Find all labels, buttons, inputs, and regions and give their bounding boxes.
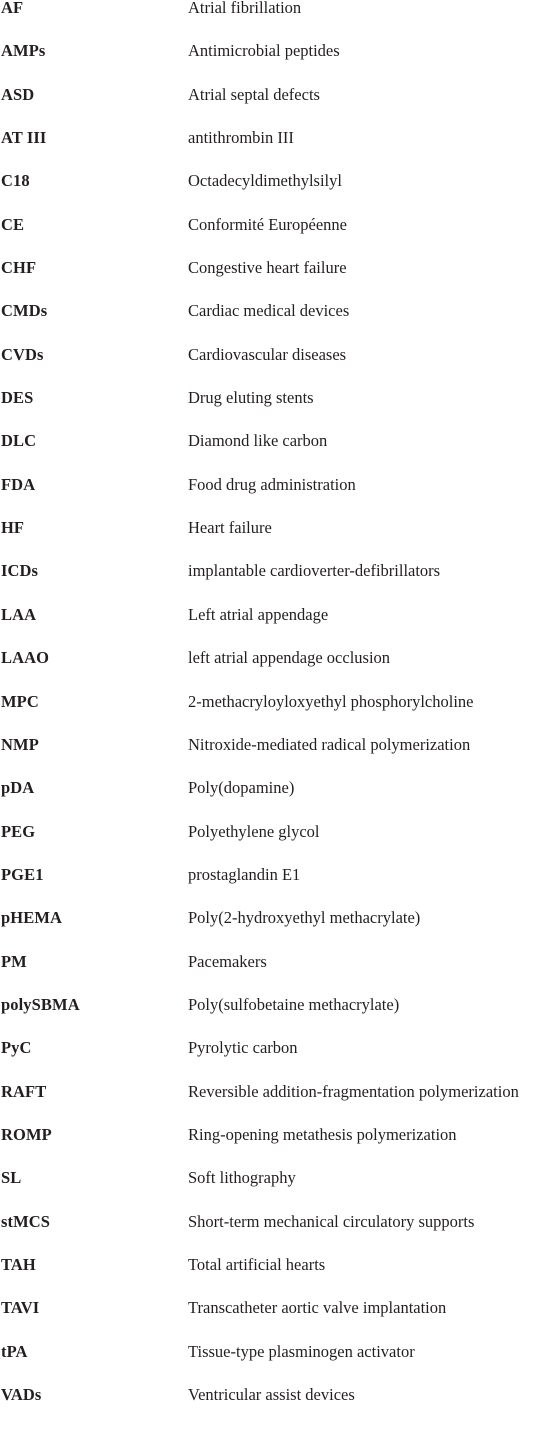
- abbreviation-definition: antithrombin III: [188, 128, 294, 148]
- abbreviation-term: ROMP: [1, 1124, 52, 1144]
- abbreviation-row: [0, 0, 558, 43]
- abbreviation-term: TAVI: [1, 1298, 40, 1318]
- abbreviation-term: DES: [1, 388, 34, 408]
- abbreviation-definition: Food drug administration: [188, 474, 356, 494]
- abbreviation-definition: Poly(dopamine): [188, 778, 295, 798]
- abbreviation-row: [0, 864, 558, 910]
- abbreviation-row: [0, 1211, 558, 1257]
- abbreviation-term: CVDs: [1, 344, 44, 364]
- abbreviation-term: PyC: [1, 1038, 32, 1058]
- abbreviation-definition: left atrial appendage occlusion: [188, 648, 391, 668]
- abbreviation-row: [0, 780, 558, 823]
- abbreviation-definition: 2-methacryloyloxyethyl phosphorylcholine: [188, 691, 474, 711]
- abbreviation-definition: Atrial fibrillation: [188, 0, 302, 17]
- abbreviation-definition: Soft lithography: [188, 1168, 296, 1188]
- abbreviation-row: [0, 260, 558, 303]
- abbreviation-row: [0, 1040, 558, 1083]
- abbreviation-term: PM: [1, 951, 27, 971]
- abbreviation-term: tPA: [1, 1341, 28, 1361]
- abbreviation-row: [0, 1300, 558, 1343]
- abbreviation-definition: Nitroxide-mediated radical polymerization: [188, 734, 471, 754]
- abbreviation-row: [0, 474, 558, 520]
- abbreviation-row: [0, 1387, 558, 1430]
- abbreviation-definition: Total artificial hearts: [188, 1254, 326, 1274]
- abbreviation-row: [0, 303, 558, 346]
- abbreviation-definition: Congestive heart failure: [188, 258, 347, 278]
- abbreviation-term: LAAO: [1, 648, 50, 668]
- abbreviation-definition: Left atrial appendage: [188, 604, 329, 624]
- abbreviation-row: [0, 951, 558, 997]
- abbreviation-term: FDA: [1, 474, 36, 494]
- abbreviation-term: AF: [1, 0, 24, 17]
- abbreviation-row: [0, 1170, 558, 1213]
- abbreviation-term: PEG: [1, 821, 36, 841]
- abbreviation-term: CE: [1, 214, 25, 234]
- abbreviation-definition: implantable cardioverter-defibrillators: [188, 561, 441, 581]
- abbreviation-term: HF: [1, 518, 25, 538]
- abbreviation-definition: Atrial septal defects: [188, 84, 320, 104]
- abbreviation-definition: Short-term mechanical circulatory supports: [188, 1211, 475, 1231]
- abbreviation-term: CMDs: [1, 301, 48, 321]
- abbreviation-term: pHEMA: [1, 908, 63, 928]
- abbreviation-definition: prostaglandin E1: [188, 864, 301, 884]
- abbreviation-definition: Ring-opening metathesis polymerization: [188, 1124, 457, 1144]
- abbreviation-row: [0, 390, 558, 433]
- abbreviation-term: DLC: [1, 431, 37, 451]
- abbreviation-term: TAH: [1, 1254, 36, 1274]
- abbreviation-definition: Octadecyldimethylsilyl: [188, 171, 342, 191]
- abbreviation-definition: Ventricular assist devices: [188, 1385, 355, 1404]
- abbreviation-row: [0, 563, 558, 606]
- abbreviation-definition: Drug eluting stents: [188, 388, 314, 408]
- abbreviation-row: [0, 130, 558, 173]
- abbreviation-definition: Heart failure: [188, 518, 272, 538]
- abbreviation-definition: Poly(2-hydroxyethyl methacrylate): [188, 908, 421, 928]
- abbreviation-row: [0, 604, 558, 650]
- abbreviation-term: polySBMA: [1, 994, 80, 1014]
- abbreviation-term: AMPs: [1, 41, 46, 61]
- abbreviation-definition: Conformité Européenne: [188, 214, 347, 234]
- abbreviation-definition: Tissue-type plasminogen activator: [188, 1341, 415, 1361]
- abbreviation-term: LAA: [1, 604, 37, 624]
- abbreviation-row: [0, 433, 558, 476]
- abbreviation-row: [0, 520, 558, 563]
- abbreviation-row: [0, 910, 558, 953]
- abbreviation-definition: Diamond like carbon: [188, 431, 328, 451]
- abbreviation-term: C18: [1, 171, 30, 191]
- abbreviation-term: NMP: [1, 734, 39, 754]
- abbreviation-row: [0, 1081, 558, 1127]
- abbreviation-row: [0, 214, 558, 260]
- abbreviation-row: [0, 994, 558, 1040]
- abbreviation-term: ASD: [1, 84, 35, 104]
- abbreviation-term: stMCS: [1, 1211, 51, 1231]
- abbreviation-definition: Pacemakers: [188, 951, 267, 971]
- abbreviation-term: RAFT: [1, 1081, 47, 1101]
- abbreviation-row: [0, 84, 558, 130]
- abbreviation-term: VADs: [1, 1385, 42, 1404]
- abbreviation-definition: Pyrolytic carbon: [188, 1038, 298, 1058]
- abbreviation-row: [0, 650, 558, 693]
- abbreviation-definition: Poly(sulfobetaine methacrylate): [188, 994, 400, 1014]
- abbreviation-row: [0, 1341, 558, 1387]
- abbreviation-definition: Transcatheter aortic valve implantation: [188, 1298, 447, 1318]
- abbreviation-term: MPC: [1, 691, 39, 711]
- abbreviation-row: [0, 43, 558, 86]
- abbreviation-row: [0, 173, 558, 216]
- abbreviation-row: [0, 734, 558, 780]
- abbreviation-definition: Cardiovascular diseases: [188, 344, 347, 364]
- abbreviation-row: [0, 691, 558, 737]
- abbreviation-term: CHF: [1, 258, 37, 278]
- abbreviation-row: [0, 344, 558, 390]
- abbreviation-row: [0, 1254, 558, 1300]
- abbreviation-term: ICDs: [1, 561, 39, 581]
- abbreviation-definition: Antimicrobial peptides: [188, 41, 340, 61]
- abbreviation-definition: Reversible addition-fragmentation polymerization: [188, 1081, 519, 1101]
- abbreviation-row: [0, 1124, 558, 1170]
- abbreviation-term: PGE1: [1, 864, 44, 884]
- abbreviation-term: pDA: [1, 778, 35, 798]
- abbreviation-term: SL: [1, 1168, 22, 1188]
- abbreviation-definition: Cardiac medical devices: [188, 301, 350, 321]
- abbreviation-row: [0, 821, 558, 867]
- abbreviation-term: AT III: [1, 128, 47, 148]
- abbreviation-definition: Polyethylene glycol: [188, 821, 320, 841]
